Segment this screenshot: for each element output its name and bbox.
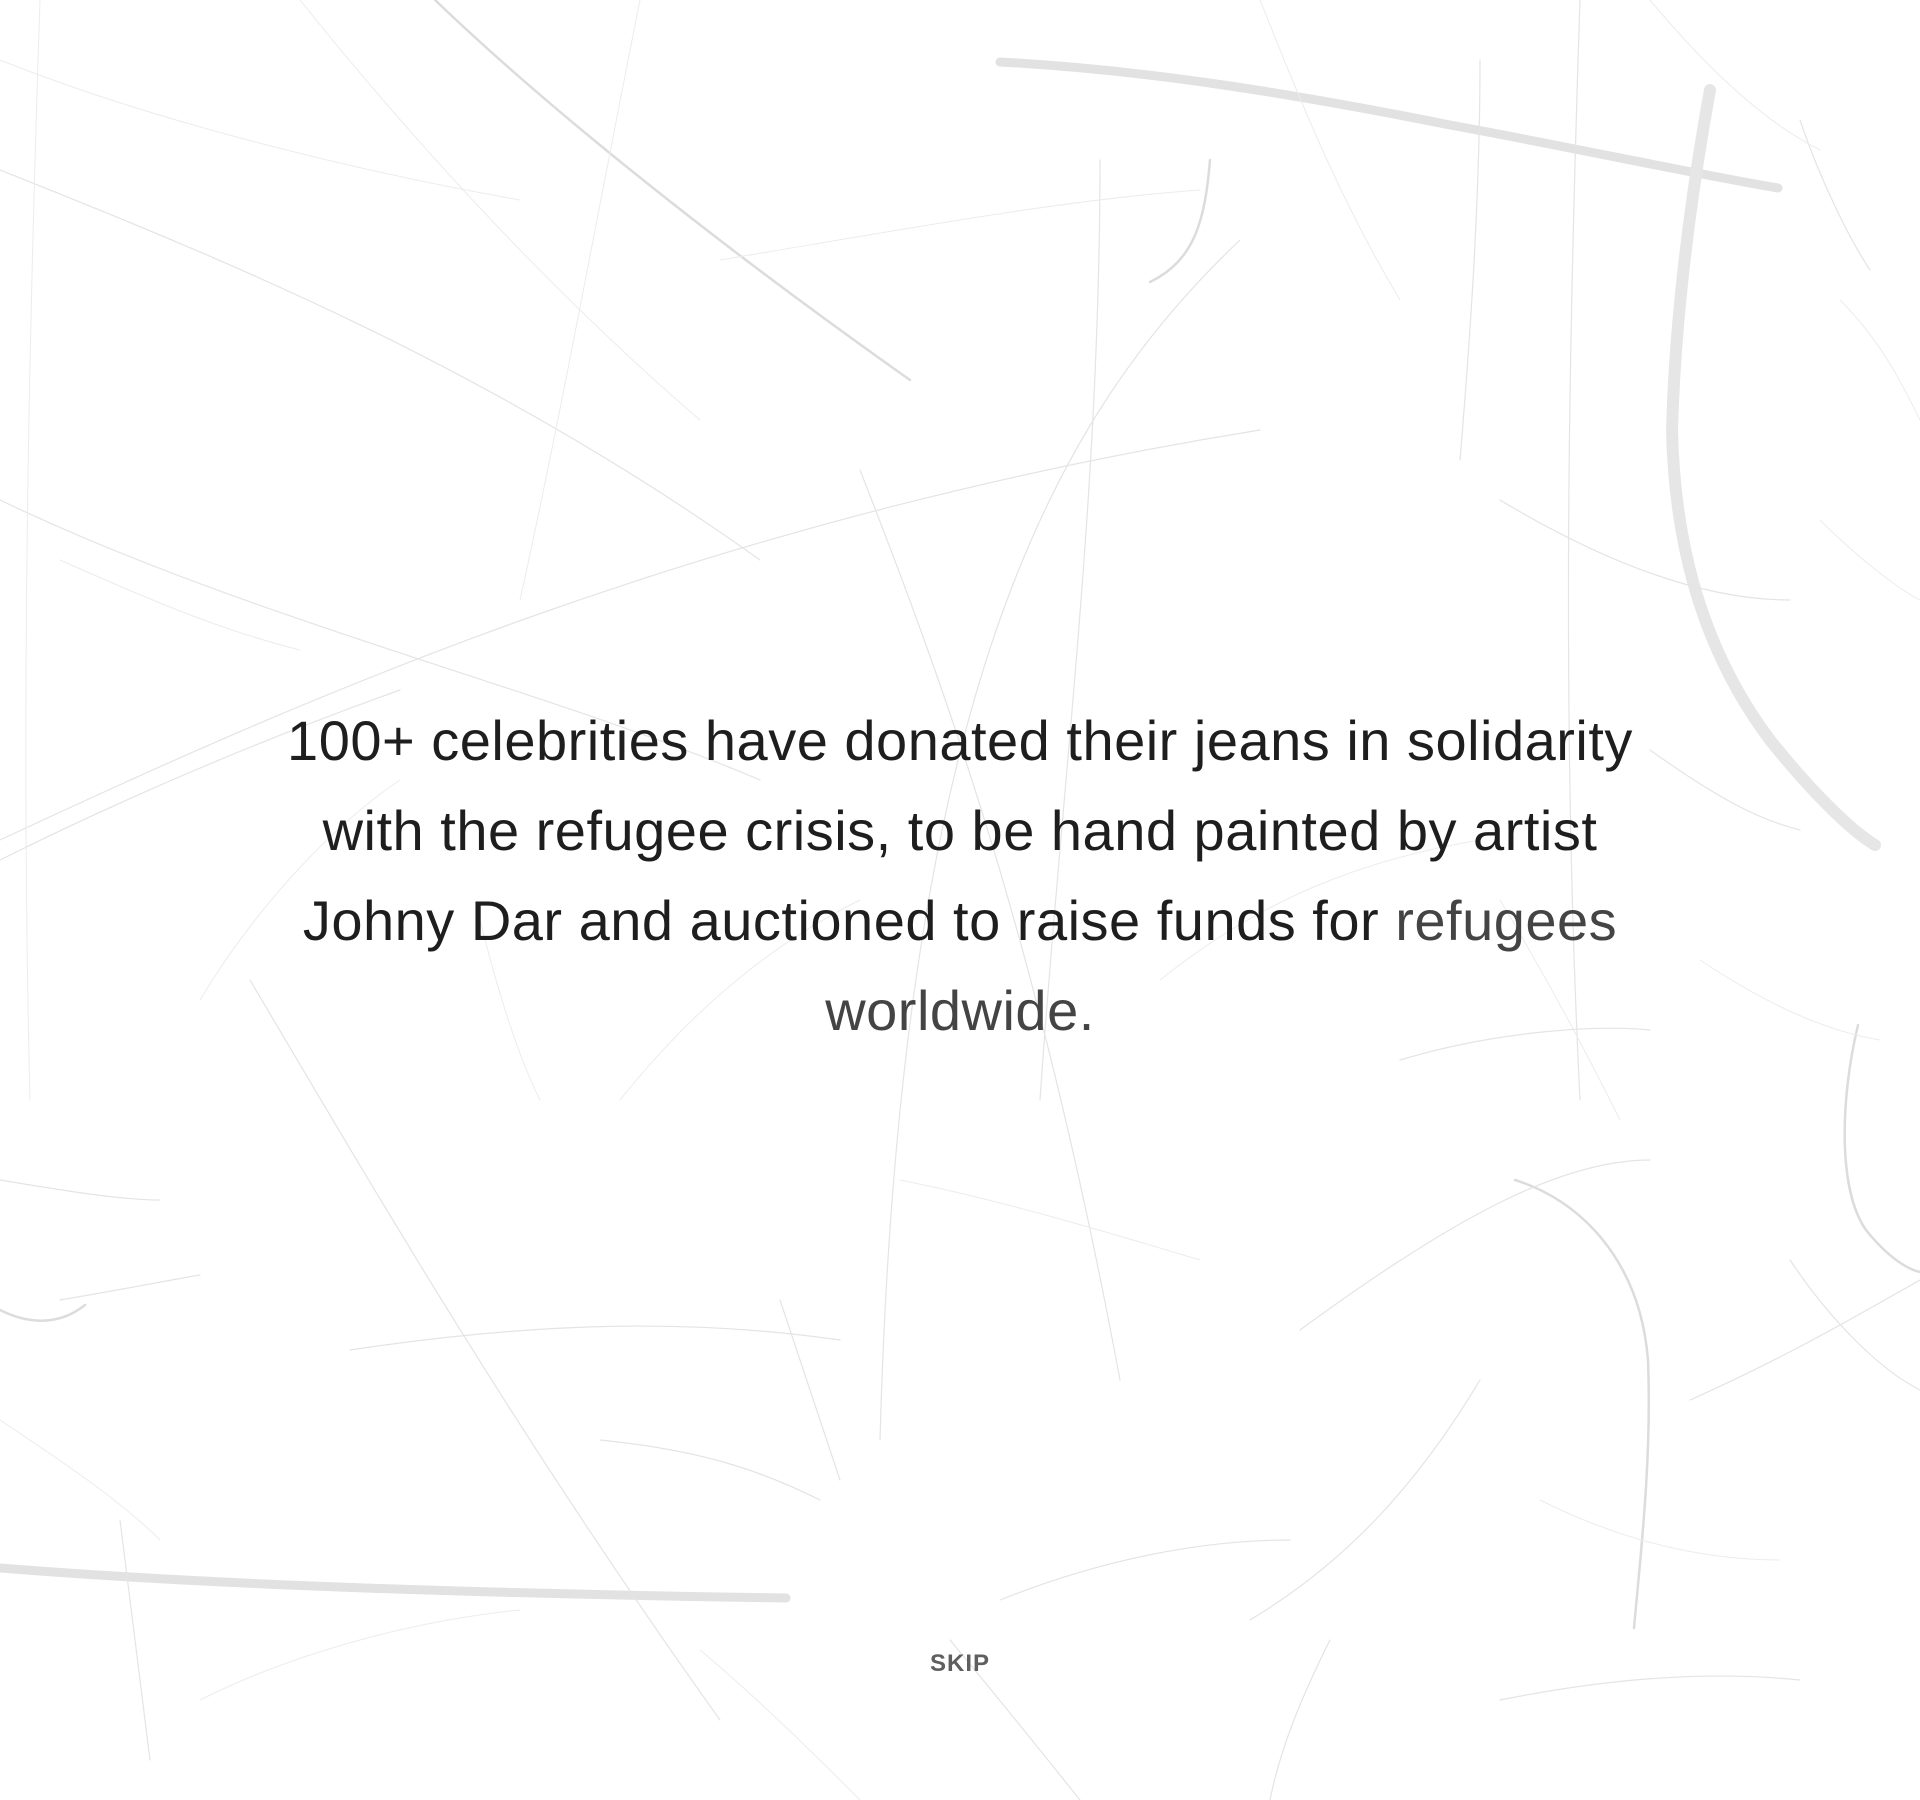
intro-text-main: 100+ celebrities have donated their jeans in solidarity with the refugee crisis, to be hand painted by artist Johny Dar and auctioned to raise funds for [287,709,1633,952]
intro-text [270,696,1650,1056]
intro-text-fade: refugees worldwide. [825,889,1618,1042]
skip-button[interactable]: SKIP [910,1646,1010,1682]
intro-section [0,696,1920,1056]
